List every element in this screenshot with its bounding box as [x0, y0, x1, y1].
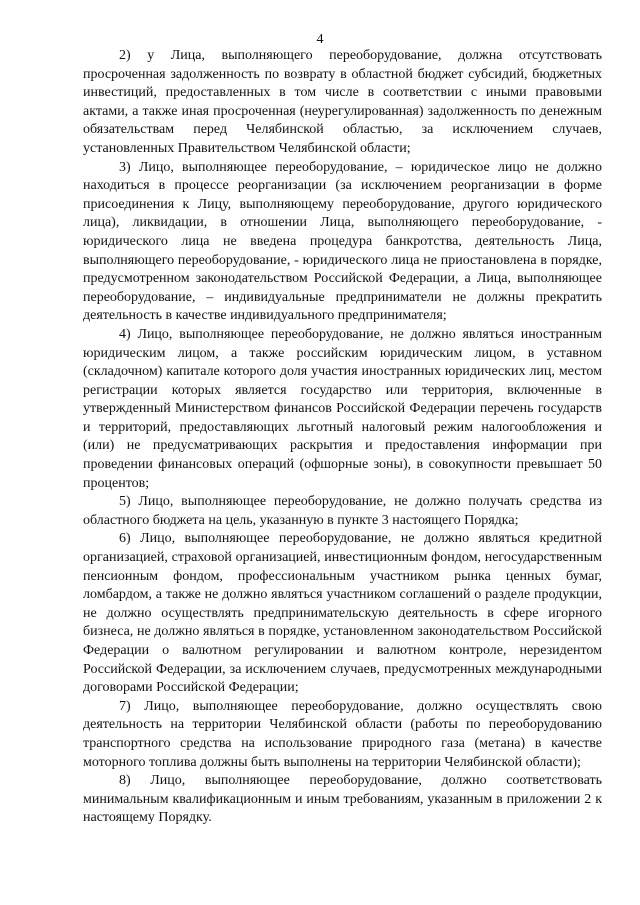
paragraph-item-2: 2) у Лица, выполняющего переоборудование, должна отсутствовать просроченная задолженность по возврату в областной бюджет субсидий, бюджетных инвестиций, предоставленных в том числе в соответствии с иными правовыми актами, а также иная просроченная (неурегулированная) задолженность по денежным обязательствам перед Челябинской областью, за исключением случаев, установленных Правительством Челябинской области;: [83, 48, 602, 156]
document-body: [83, 47, 602, 828]
paragraph-item-6: 6) Лицо, выполняющее переоборудование, не должно являться кредитной организацией, страховой организацией, инвестиционным фондом, негосударственным пенсионным фондом, профессиональным участником рынка ценных бумаг, ломбардом, а также не должно являться участником соглашений о разделе продукции, не должно осуществлять предпринимательскую деятельность в сфере игорного бизнеса, не должно являться в порядке, установленном законодательством Российской Федерации о валютном регулировании и валютном контроле, нерезидентом Российской Федерации, за исключением случаев, предусмотренных международными договорами Российской Федерации;: [83, 531, 602, 696]
paragraph-item-7: 7) Лицо, выполняющее переоборудование, должно осуществлять свою деятельность на территории Челябинской области (работы по переоборудованию транспортного средства на использование природного газа (метана) в качестве моторного топлива должны быть выполнены на территории Челябинской области);: [83, 698, 602, 770]
paragraph-item-3: 3) Лицо, выполняющее переоборудование, – юридическое лицо не должно находиться в процессе реорганизации (за исключением реорганизации в форме присоединения к Лицу, выполняющему переоборудование, другого юридического лица), ликвидации, в отношении Лица, выполняющего переоборудование, - юридического лица не введена процедура банкротства, деятельность Лица, выполняющего переоборудование, - юридического лица не приостановлена в порядке, предусмотренном законодательством Российской Федерации, а Лица, выполняющее переоборудование, – индивидуальные предприниматели не должны прекратить деятельность в качестве индивидуального предпринимателя;: [83, 159, 602, 324]
paragraph-item-5: 5) Лицо, выполняющее переоборудование, не должно получать средства из областного бюджета на цель, указанную в пункте 3 настоящего Порядка;: [83, 494, 602, 528]
paragraph-item-4: 4) Лицо, выполняющее переоборудование, не должно являться иностранным юридическим лицом, а также российским юридическим лицом, в уставном (складочном) капитале которого доля участия иностранных юридических лиц, местом регистрации которых является государство или территория, включенные в утвержденный Министерством финансов Российской Федерации перечень государств и территорий, предоставляющих льготный налоговый режим налогообложения и (или) не предусматривающих раскрытия и предоставления информации при проведении финансовых операций (офшорные зоны), в совокупности превышает 50 процентов;: [83, 326, 602, 491]
page-number: 4: [316, 32, 324, 47]
paragraph-item-8: 8) Лицо, выполняющее переоборудование, должно соответствовать минимальным квалификационным и иным требованиям, указанным в приложении 2 к настоящему Порядку.: [83, 773, 602, 826]
